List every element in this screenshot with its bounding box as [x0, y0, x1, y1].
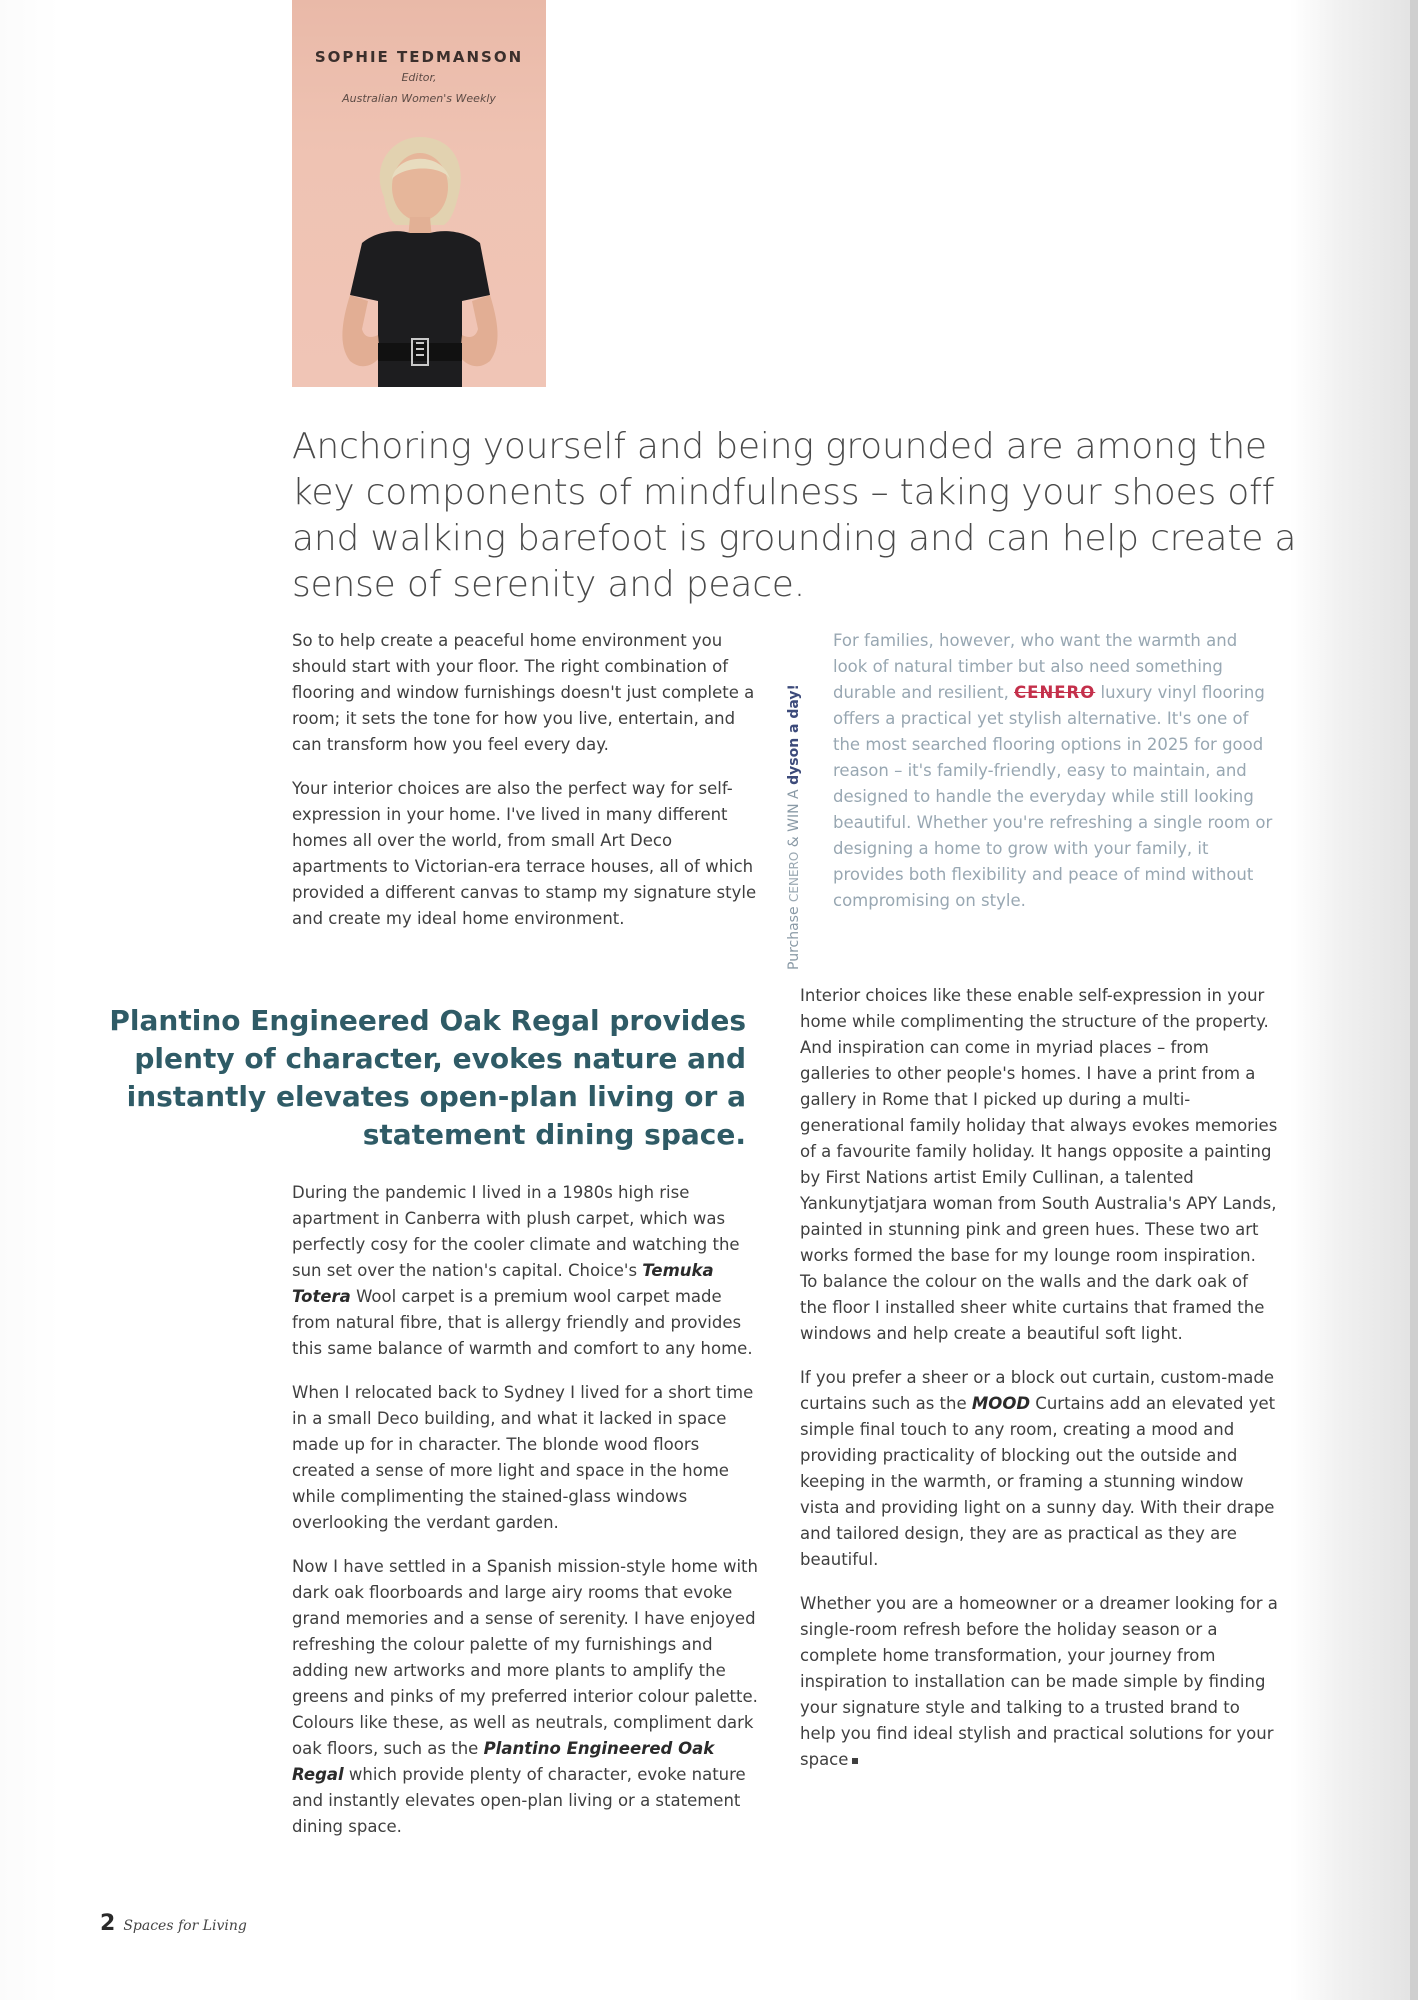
- promo-highlight: dyson a day!: [786, 684, 802, 785]
- sponsored-column: [833, 628, 1273, 932]
- page-number: 2: [100, 1911, 116, 1936]
- editor-name: SOPHIE TEDMANSON: [314, 48, 524, 66]
- promo-vertical-banner: Purchase CENERO & WIN A dyson a day!: [786, 684, 802, 970]
- editor-portrait: [292, 0, 546, 387]
- column-left-bottom: [292, 1180, 764, 1858]
- publication-title: Spaces for Living: [123, 1918, 247, 1934]
- paragraph: Whether you are a homeowner or a dreamer looking for a single-room refresh before the holiday season or a complete home transformation, your journey from inspiration to installation can be made simple by finding your signature style and talking to a trusted brand to help you find ideal stylish and practical solutions for your space: [800, 1594, 1278, 1769]
- paragraph: Your interior choices are also the perfect way for self-expression in your home. I've lived in many different homes all over the world, from small Art Deco apartments to Victorian-era terrace houses, all of which provided a different canvas to stamp my signature style and create my ideal home environment.: [292, 779, 757, 928]
- editor-role: Editor,: [401, 71, 437, 84]
- page-spine: [1410, 0, 1418, 2000]
- product-name: MOOD: [971, 1394, 1031, 1413]
- paragraph: If you prefer a sheer or a block out curtain, custom-made curtains such as the MOOD Curtains add an elevated yet simple final touch to any room, creating a mood and providing practicality of blocking out the outside and keeping in the warmth, or framing a stunning window vista and providing light on a sunny day. With their drape and tailored design, they are as practical as they are beautiful.: [800, 1368, 1276, 1569]
- editor-photo: [292, 125, 546, 387]
- promo-brand: CENERO: [787, 851, 801, 902]
- product-name: Plantino Engineered Oak Regal: [292, 1739, 715, 1784]
- end-mark-icon: [852, 1758, 858, 1764]
- brand-logo: CENERO: [1014, 683, 1096, 702]
- paragraph: So to help create a peaceful home environment you should start with your floor. The right combination of flooring and window furnishings doesn't just complete a room; it sets the tone for how you live, entertain, and can transform how you feel every day.: [292, 631, 755, 754]
- pull-quote: Anchoring yourself and being grounded are among the key components of mindfulness – taking your shoes off and walking barefoot is grounding and can help create a sense of serenity and peace.: [292, 426, 1297, 605]
- paragraph: During the pandemic I lived in a 1980s high rise apartment in Canberra with plush carpet, which was perfectly cosy for the cooler climate and watching the sun set over the nation's capital. Choice's Temuka Totera Wool carpet is a premium wool carpet made from natural fibre, that is allergy friendly and provides this same balance of warmth and comfort to any home.: [292, 1183, 753, 1358]
- image-caption: Plantino Engineered Oak Regal provides plenty of character, evokes nature and instantly elevates open-plan living or a statement dining space.: [109, 1004, 746, 1151]
- column-right-main: [800, 983, 1278, 1791]
- paragraph: Interior choices like these enable self-expression in your home while complimenting the structure of the property. And inspiration can come in myriad places – from galleries to other people's homes. I have a print from a gallery in Rome that I picked up during a multi-generational family holiday that always evokes memories of a favourite family holiday. It hangs opposite a painting by First Nations artist Emily Cullinan, a talented Yankunytjatjara woman from South Australia's APY Lands, painted in stunning pink and green hues. These two art works formed the base for my lounge room inspiration. To balance the colour on the walls and the dark oak of the floor I installed sheer white curtains that framed the windows and help create a beautiful soft light.: [800, 986, 1278, 1343]
- page-footer: [100, 1911, 247, 1936]
- editor-publication: Australian Women's Weekly: [342, 92, 496, 105]
- paragraph: For families, however, who want the warmth and look of natural timber but also need something durable and resilient, CENERO luxury vinyl flooring offers a practical yet stylish alternative. It's one of the most searched flooring options in 2025 for good reason – it's family-friendly, easy to maintain, and designed to handle the everyday while still looking beautiful. Whether you're refreshing a single room or designing a home to grow with your family, it provides both flexibility and peace of mind without compromising on style.: [833, 631, 1273, 910]
- product-name: Temuka Totera: [292, 1261, 714, 1306]
- paragraph: Now I have settled in a Spanish mission-style home with dark oak floorboards and large airy rooms that evoke grand memories and a sense of serenity. I have enjoyed refreshing the colour palette of my furnishings and adding new artworks and more plants to amplify the greens and pinks of my preferred interior colour palette. Colours like these, as well as neutrals, compliment dark oak floors, such as the Plantino Engineered Oak Regal which provide plenty of character, evoke nature and instantly elevates open-plan living or a statement dining space.: [292, 1557, 758, 1836]
- paragraph: When I relocated back to Sydney I lived for a short time in a small Deco building, and what it lacked in space made up for in character. The blonde wood floors created a sense of more light and space in the home while complimenting the stained-glass windows overlooking the verdant garden.: [292, 1383, 754, 1532]
- column-left-top: [292, 628, 764, 950]
